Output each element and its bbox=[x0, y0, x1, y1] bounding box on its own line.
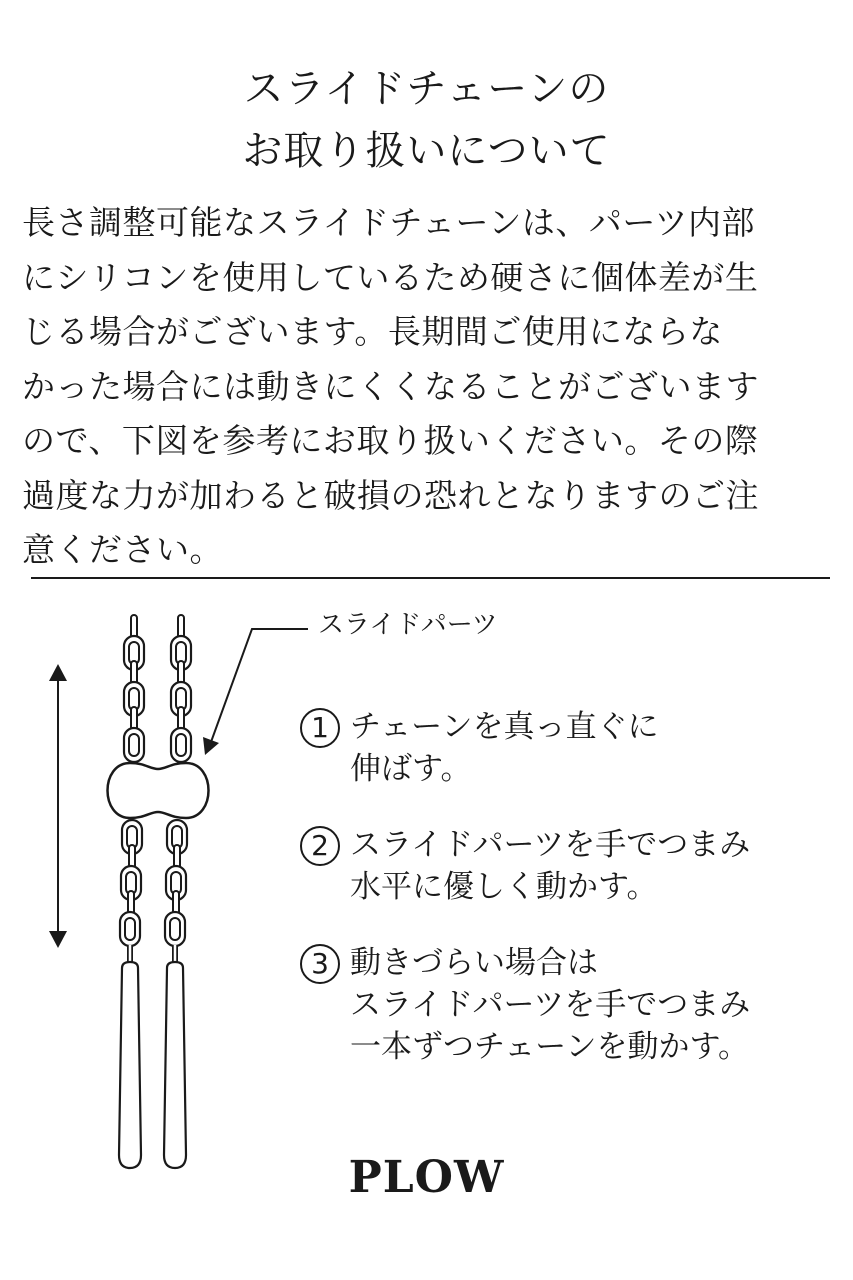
description-line: 過度な力が加わると破損の恐れとなりますのご注 bbox=[22, 475, 759, 515]
description-line: かった場合には動きにくくなることがございます bbox=[22, 366, 759, 406]
section-divider bbox=[31, 577, 830, 579]
step-3 bbox=[300, 942, 750, 1068]
step-text: スライドパーツを手でつまみ bbox=[350, 987, 751, 1023]
step-text: 動きづらい場合は bbox=[350, 945, 598, 981]
tassel-icon bbox=[119, 962, 141, 1168]
step-number-badge: 1 bbox=[300, 708, 340, 748]
chain-icon bbox=[120, 820, 142, 962]
instruction-steps bbox=[300, 706, 750, 1102]
chain-icon bbox=[165, 820, 187, 962]
description-line: じる場合がございます。長期間ご使用にならな bbox=[22, 312, 723, 351]
description-line: にシリコンを使用しているため硬さに個体差が生 bbox=[22, 257, 759, 297]
double-arrow-vertical-icon bbox=[49, 664, 67, 948]
title-line-1: スライドチェーンの bbox=[243, 66, 610, 112]
step-text: 一本ずつチェーンを動かす。 bbox=[350, 1029, 749, 1065]
slide-part-icon bbox=[108, 763, 209, 818]
tassel-icon bbox=[164, 962, 186, 1168]
step-text: チェーンを真っ直ぐに bbox=[350, 709, 659, 745]
page-title bbox=[0, 58, 853, 182]
description-line: 長さ調整可能なスライドチェーンは、パーツ内部 bbox=[22, 203, 756, 242]
title-line-2: お取り扱いについて bbox=[242, 128, 611, 174]
chain-icon bbox=[171, 615, 191, 762]
step-text: 伸ばす。 bbox=[350, 751, 472, 787]
step-2 bbox=[300, 824, 750, 908]
brand-logo: PLOW bbox=[348, 1152, 505, 1203]
step-number-badge: 2 bbox=[300, 826, 340, 866]
step-text: 水平に優しく動かす。 bbox=[350, 869, 658, 905]
description-text bbox=[22, 196, 837, 578]
description-line: 意ください。 bbox=[22, 530, 223, 569]
chain-icon bbox=[124, 615, 144, 762]
step-number-badge: 3 bbox=[300, 944, 340, 984]
leader-arrow-icon bbox=[203, 629, 308, 755]
description-line: ので、下図を参考にお取り扱いください。その際 bbox=[22, 421, 759, 460]
step-1 bbox=[300, 706, 750, 790]
step-text: スライドパーツを手でつまみ bbox=[350, 827, 751, 863]
slide-part-label: スライドパーツ bbox=[318, 610, 498, 640]
